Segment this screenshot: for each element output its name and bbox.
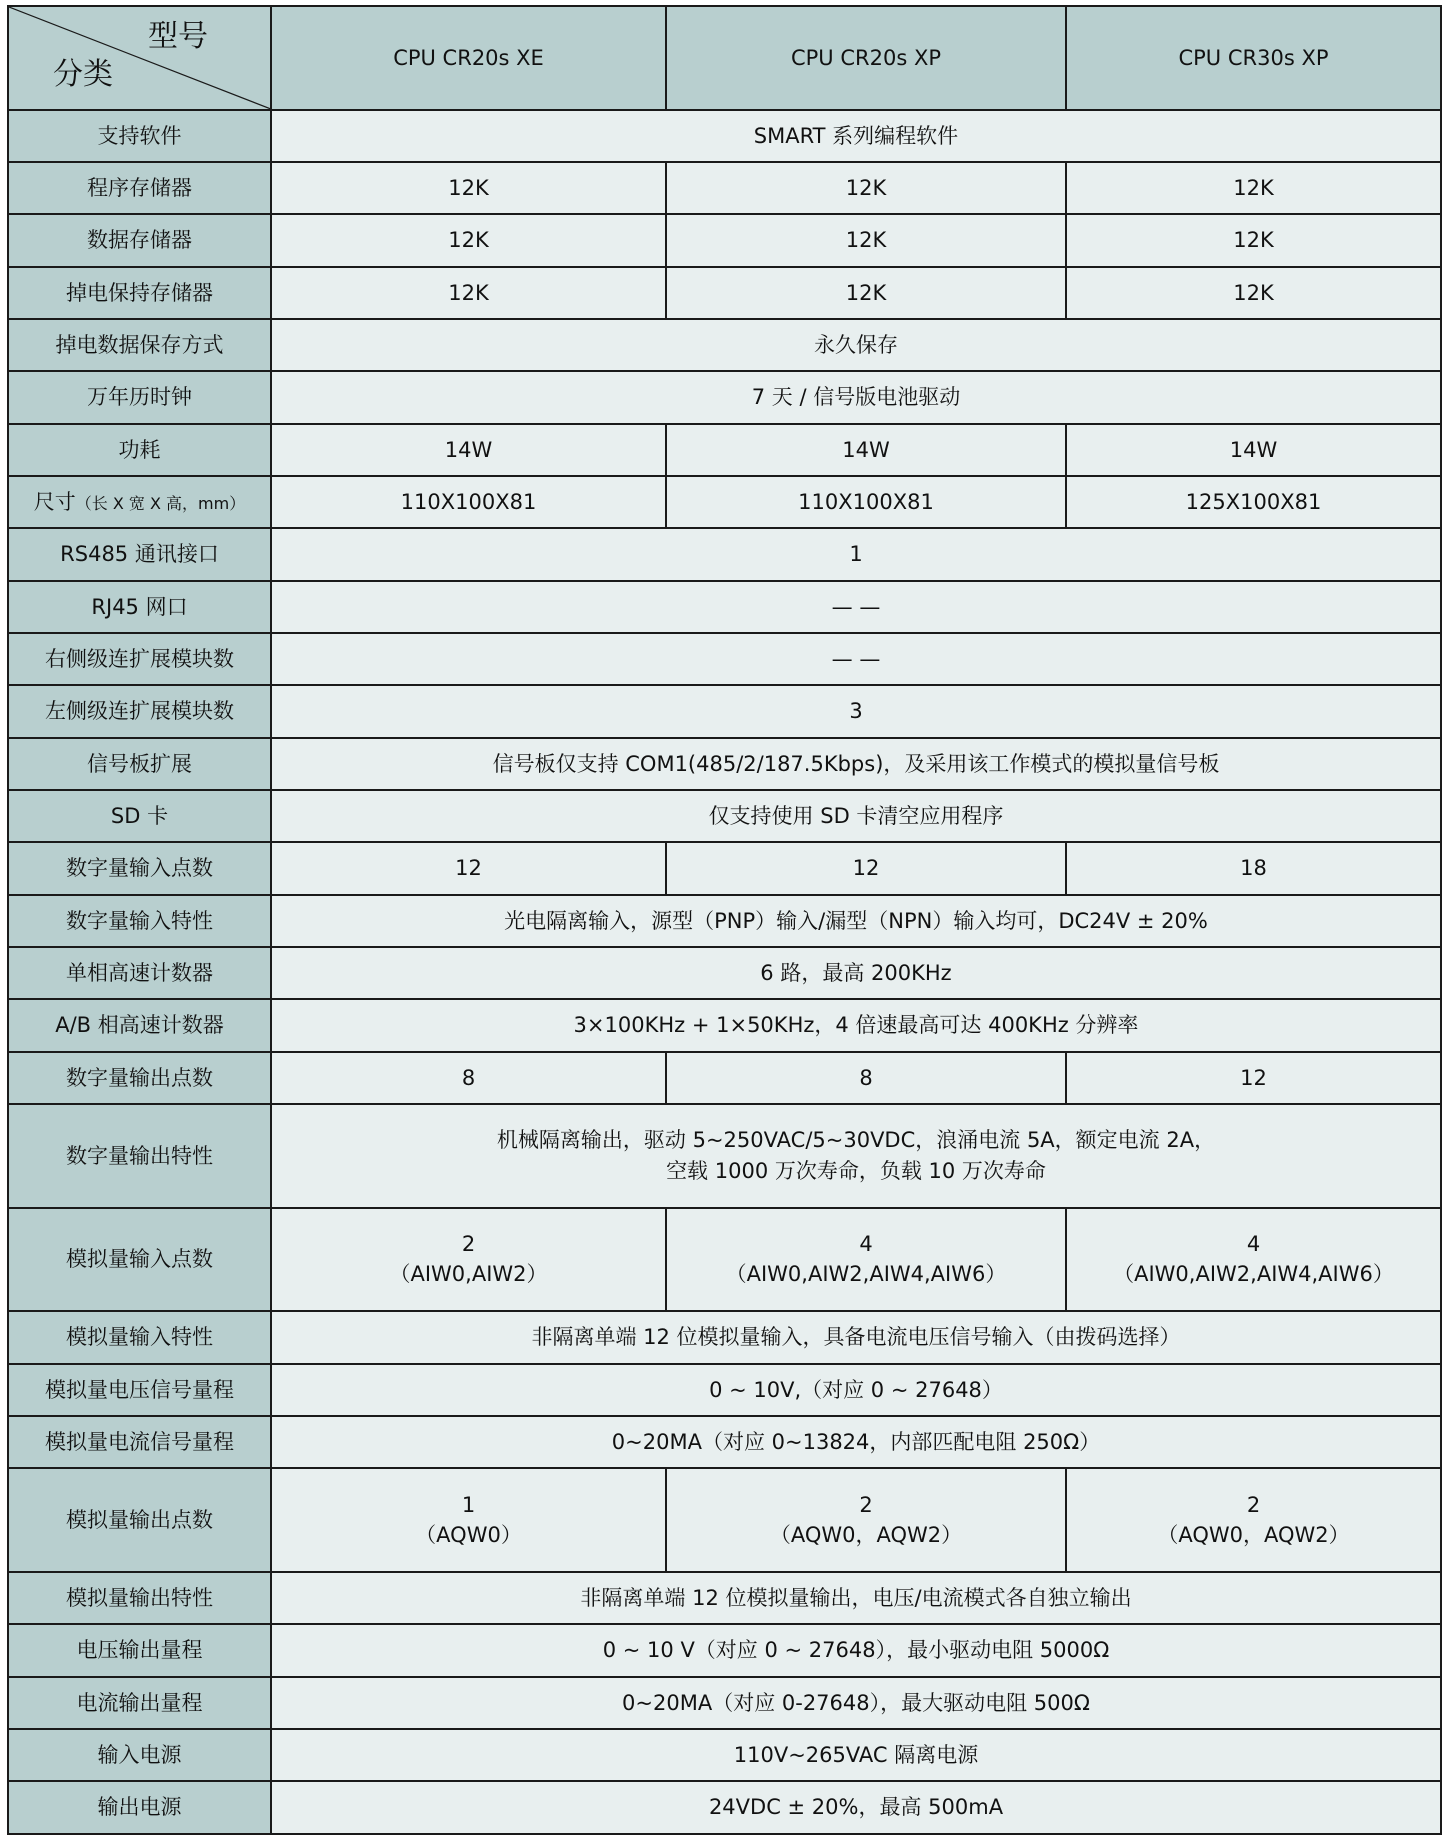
model-value-cell: 125X100X81 — [1066, 476, 1441, 528]
spec-row — [8, 1052, 1441, 1104]
header-row — [8, 6, 1441, 110]
model-value-cell — [666, 1208, 1066, 1312]
model-value-cell: 12 — [271, 842, 666, 894]
spec-row — [8, 1311, 1441, 1363]
model-value-cell: 12K — [271, 214, 666, 266]
model-value-cell: 12K — [1066, 214, 1441, 266]
row-label — [8, 424, 271, 476]
row-value: 3×100KHz + 1×50KHz，4 倍速最高可达 400KHz 分辨率 — [271, 999, 1441, 1051]
model-value-cell: 12K — [1066, 162, 1441, 214]
row-value: 0 ~ 10V,（对应 0 ~ 27648） — [271, 1364, 1441, 1416]
row-label-text: 模拟量输入特性 — [66, 1325, 213, 1350]
row-label — [8, 1781, 271, 1834]
cell-line: 2 — [461, 1231, 476, 1256]
row-label-text: 数据存储器 — [87, 228, 192, 253]
spec-row — [8, 1781, 1441, 1834]
row-label-text: 数字量输出特性 — [66, 1143, 213, 1168]
row-label-note: （长 X 宽 X 高，mm） — [75, 493, 246, 513]
row-label — [8, 1572, 271, 1624]
cell-line: （AQW0，AQW2） — [1157, 1523, 1350, 1548]
row-value: 7 天 / 信号版电池驱动 — [271, 371, 1441, 423]
row-label-text: 程序存储器 — [87, 175, 192, 200]
header-corner-cell — [8, 6, 271, 110]
row-value: 0~20MA（对应 0-27648），最大驱动电阻 500Ω — [271, 1677, 1441, 1729]
model-value-cell: 12K — [271, 162, 666, 214]
model-header-1: CPU CR20s XE — [271, 6, 666, 110]
row-value-line: 机械隔离输出，驱动 5~250VAC/5~30VDC，浪涌电流 5A，额定电流 2A， — [496, 1128, 1216, 1153]
row-label — [8, 738, 271, 790]
spec-row — [8, 947, 1441, 999]
row-label — [8, 476, 271, 528]
row-label — [8, 371, 271, 423]
row-label — [8, 1468, 271, 1572]
row-label-text: A/B 相高速计数器 — [55, 1013, 224, 1038]
row-label-text: 掉电数据保存方式 — [55, 332, 224, 357]
row-label-text: RS485 通讯接口 — [60, 542, 219, 567]
spec-row — [8, 528, 1441, 580]
row-label — [8, 267, 271, 319]
spec-row — [8, 1416, 1441, 1468]
row-label — [8, 1364, 271, 1416]
model-value-cell: 14W — [666, 424, 1066, 476]
row-label-text: 模拟量输入点数 — [66, 1247, 213, 1272]
row-value: 6 路，最高 200KHz — [271, 947, 1441, 999]
cell-line: 2 — [859, 1492, 873, 1517]
model-value-cell: 110X100X81 — [666, 476, 1066, 528]
model-value-cell — [1066, 1208, 1441, 1312]
spec-table — [7, 5, 1442, 1835]
row-label — [8, 685, 271, 737]
model-value-cell: 8 — [666, 1052, 1066, 1104]
row-value: 非隔离单端 12 位模拟量输入，具备电流电压信号输入（由拨码选择） — [271, 1311, 1441, 1363]
row-label — [8, 1311, 271, 1363]
row-label-text: 尺寸 — [33, 489, 76, 514]
spec-row — [8, 214, 1441, 266]
spec-row — [8, 1468, 1441, 1572]
spec-row — [8, 999, 1441, 1051]
row-label — [8, 1208, 271, 1312]
spec-row — [8, 581, 1441, 633]
cell-line: （AIW0,AIW2,AIW4,AIW6） — [725, 1262, 1007, 1287]
model-value-cell: 12 — [1066, 1052, 1441, 1104]
model-value-cell: 14W — [1066, 424, 1441, 476]
spec-row — [8, 790, 1441, 842]
row-label-text: RJ45 网口 — [91, 594, 188, 619]
row-value: 24VDC ± 20%，最高 500mA — [271, 1781, 1441, 1834]
model-corner-label: 型号 — [148, 19, 208, 54]
spec-row — [8, 162, 1441, 214]
row-value: — — — [271, 581, 1441, 633]
row-label-text: 电压输出量程 — [76, 1638, 203, 1663]
spec-row — [8, 1624, 1441, 1676]
row-label — [8, 1729, 271, 1781]
row-value: 永久保存 — [271, 319, 1441, 371]
model-value-cell: 12K — [1066, 267, 1441, 319]
row-label — [8, 1677, 271, 1729]
row-label — [8, 895, 271, 947]
model-value-cell: 12K — [271, 267, 666, 319]
row-label — [8, 842, 271, 894]
spec-table-body — [8, 6, 1441, 1834]
spec-row — [8, 1572, 1441, 1624]
cell-line: （AIW0,AIW2） — [389, 1262, 548, 1287]
model-value-cell — [1066, 1468, 1441, 1572]
cell-line: 4 — [1246, 1231, 1261, 1256]
row-label-text: 掉电保持存储器 — [66, 280, 213, 305]
row-label-text: 功耗 — [118, 437, 161, 462]
row-value: 110V~265VAC 隔离电源 — [271, 1729, 1441, 1781]
category-corner-label: 分类 — [53, 57, 113, 93]
row-label — [8, 214, 271, 266]
cell-line: （AQW0） — [415, 1523, 522, 1548]
diagonal-divider — [9, 7, 270, 109]
model-value-cell — [271, 1208, 666, 1312]
model-value-cell — [666, 1468, 1066, 1572]
cell-line: 4 — [859, 1231, 873, 1256]
spec-row — [8, 424, 1441, 476]
row-value: 1 — [271, 528, 1441, 580]
row-value: 光电隔离输入，源型（PNP）输入/漏型（NPN）输入均可，DC24V ± 20% — [271, 895, 1441, 947]
row-value: 0~20MA（对应 0~13824，内部匹配电阻 250Ω） — [271, 1416, 1441, 1468]
row-label — [8, 1416, 271, 1468]
row-value: — — — [271, 633, 1441, 685]
row-value: 3 — [271, 685, 1441, 737]
model-value-cell: 8 — [271, 1052, 666, 1104]
spec-row — [8, 476, 1441, 528]
row-label-text: 输入电源 — [97, 1742, 182, 1767]
cell-line: 2 — [1246, 1492, 1261, 1517]
row-label — [8, 581, 271, 633]
model-value-cell: 110X100X81 — [271, 476, 666, 528]
spec-row — [8, 685, 1441, 737]
row-label-text: 支持软件 — [97, 123, 182, 148]
row-label — [8, 319, 271, 371]
row-value — [271, 1104, 1441, 1208]
row-label-text: 数字量输出点数 — [66, 1065, 213, 1090]
row-value: 非隔离单端 12 位模拟量输出，电压/电流模式各自独立输出 — [271, 1572, 1441, 1624]
row-label-text: 单相高速计数器 — [66, 960, 213, 985]
spec-row — [8, 895, 1441, 947]
cell-line: 1 — [461, 1492, 476, 1517]
model-header-2: CPU CR20s XP — [666, 6, 1066, 110]
row-value: SMART 系列编程软件 — [271, 110, 1441, 162]
row-label-text: 左侧级连扩展模块数 — [45, 699, 234, 724]
row-label-text: 信号板扩展 — [87, 751, 192, 776]
spec-row — [8, 1104, 1441, 1208]
spec-row — [8, 1729, 1441, 1781]
model-value-cell: 14W — [271, 424, 666, 476]
row-value: 仅支持使用 SD 卡清空应用程序 — [271, 790, 1441, 842]
spec-row — [8, 842, 1441, 894]
spec-row — [8, 738, 1441, 790]
row-label-text: 右侧级连扩展模块数 — [45, 646, 234, 671]
row-label — [8, 1052, 271, 1104]
row-label-text: 模拟量输出点数 — [66, 1507, 213, 1532]
spec-row — [8, 319, 1441, 371]
row-label — [8, 162, 271, 214]
row-label-text: 模拟量输出特性 — [66, 1585, 213, 1610]
row-label-text: SD 卡 — [110, 803, 169, 828]
row-value: 信号板仅支持 COM1(485/2/187.5Kbps)，及采用该工作模式的模拟量信号板 — [271, 738, 1441, 790]
row-label — [8, 1624, 271, 1676]
row-label — [8, 999, 271, 1051]
model-value-cell — [271, 1468, 666, 1572]
row-label — [8, 947, 271, 999]
row-value-line: 空载 1000 万次寿命，负载 10 万次寿命 — [666, 1158, 1046, 1183]
row-label — [8, 110, 271, 162]
spec-row — [8, 633, 1441, 685]
model-value-cell: 12 — [666, 842, 1066, 894]
row-label-text: 数字量输入点数 — [66, 856, 213, 881]
cell-line: （AIW0,AIW2,AIW4,AIW6） — [1113, 1262, 1394, 1287]
model-value-cell: 12K — [666, 162, 1066, 214]
row-label-text: 万年历时钟 — [87, 385, 192, 410]
spec-row — [8, 267, 1441, 319]
model-header-3: CPU CR30s XP — [1066, 6, 1441, 110]
spec-row — [8, 110, 1441, 162]
model-value-cell: 12K — [666, 267, 1066, 319]
row-label-text: 电流输出量程 — [76, 1690, 203, 1715]
row-value: 0 ~ 10 V（对应 0 ~ 27648），最小驱动电阻 5000Ω — [271, 1624, 1441, 1676]
spec-row — [8, 1677, 1441, 1729]
row-label-text: 模拟量电流信号量程 — [45, 1429, 234, 1454]
row-label — [8, 790, 271, 842]
row-label-text: 模拟量电压信号量程 — [45, 1377, 234, 1402]
model-value-cell: 18 — [1066, 842, 1441, 894]
row-label — [8, 1104, 271, 1208]
cell-line: （AQW0，AQW2） — [769, 1523, 963, 1548]
spec-row — [8, 1208, 1441, 1312]
spec-row — [8, 371, 1441, 423]
row-label — [8, 633, 271, 685]
model-value-cell: 12K — [666, 214, 1066, 266]
spec-row — [8, 1364, 1441, 1416]
row-label-text: 输出电源 — [97, 1795, 182, 1820]
row-label-text: 数字量输入特性 — [66, 908, 213, 933]
row-label — [8, 528, 271, 580]
